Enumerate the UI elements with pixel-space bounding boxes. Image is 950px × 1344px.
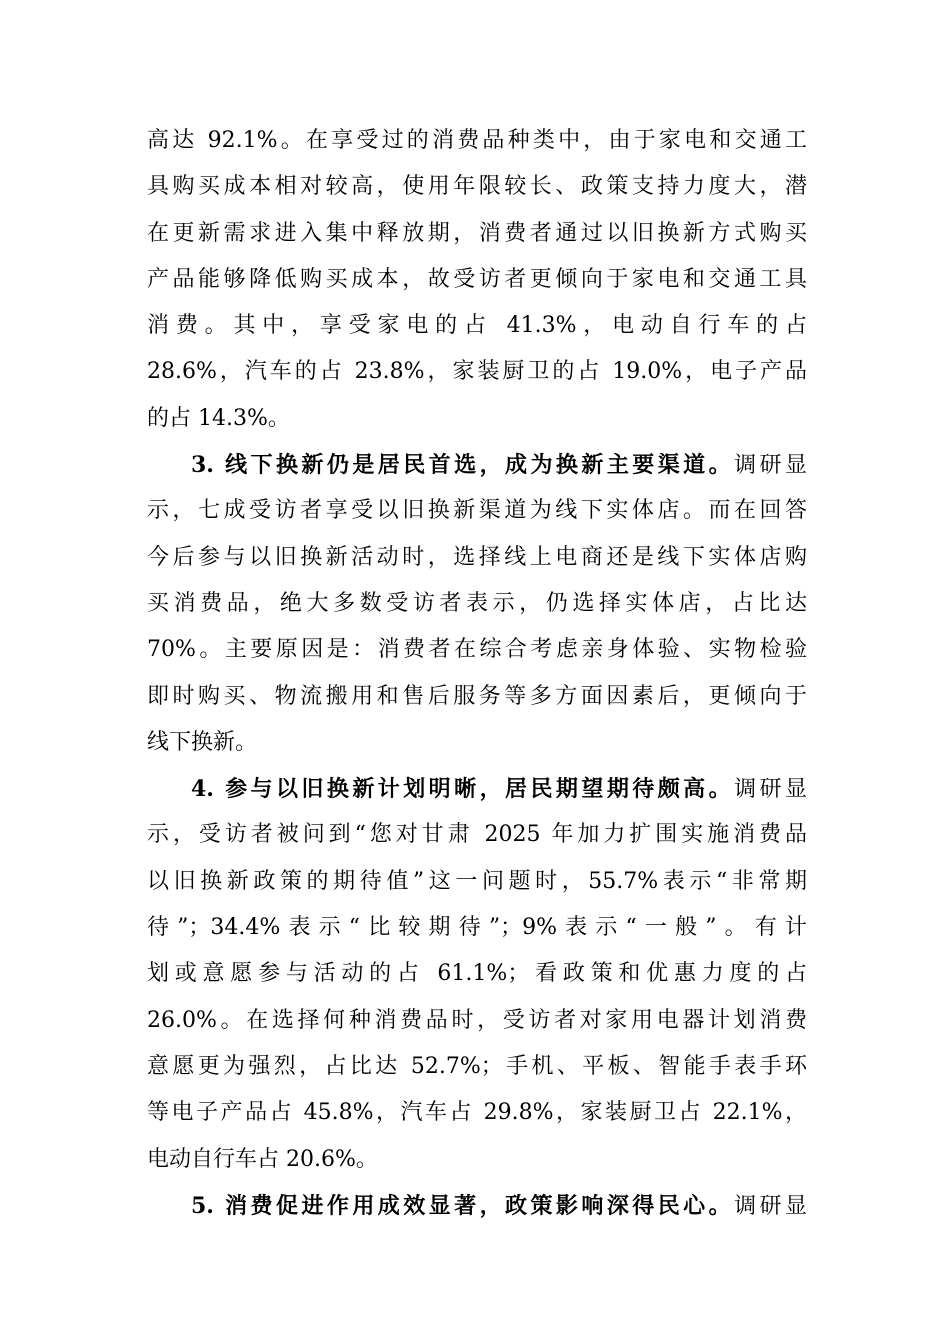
- text-run: 调研显: [734, 777, 807, 803]
- text-line: 即时购买、物流搬用和售后服务等多方面因素后，更倾向于: [147, 683, 807, 709]
- text-line: 今后参与以旧换新活动时，选择线上电商还是线下实体店购: [147, 544, 807, 570]
- text-line: 高达 92.1%。在享受过的消费品种类中，由于家电和交通工: [147, 128, 807, 153]
- paragraph-first-line: [147, 1183, 807, 1229]
- text-line: 示，受访者被问到“您对甘肃 2025 年加力扩围实施消费品: [147, 822, 807, 848]
- text-line: 在更新需求进入集中释放期，消费者通过以旧换新方式购买: [147, 220, 807, 246]
- text-line: 26.0%。在选择何种消费品时，受访者对家用电器计划消费: [147, 1007, 807, 1033]
- paragraph-policy-effect: [147, 1183, 807, 1229]
- text-line: 划或意愿参与活动的占 61.1%；看政策和优惠力度的占: [147, 961, 807, 987]
- section-heading: 5. 消费促进作用成效显著，政策影响深得民心。: [191, 1192, 735, 1219]
- text-line: 电动自行车占 20.6%。: [147, 1146, 378, 1172]
- paragraph-first-line: [147, 442, 807, 488]
- text-run: 调研显: [734, 1193, 807, 1219]
- paragraph-offline-channel: [147, 442, 807, 766]
- document-body: [147, 118, 807, 1229]
- text-line: 示，七成受访者享受以旧换新渠道为线下实体店。而在回答: [147, 498, 807, 524]
- text-line: 产品能够降低购买成本，故受访者更倾向于家电和交通工具: [147, 266, 807, 292]
- text-line: 70%。主要原因是：消费者在综合考虑亲身体验、实物检验: [147, 637, 807, 663]
- text-line: 买消费品，绝大多数受访者表示，仍选择实体店，占比达: [147, 590, 807, 616]
- text-line: 等电子产品占 45.8%，汽车占 29.8%，家装厨卫占 22.1%，: [147, 1100, 807, 1126]
- section-heading: 4. 参与以旧换新计划明晰，居民期望期待颇高。: [191, 776, 735, 803]
- paragraph-expectations: [147, 766, 807, 1183]
- text-line: 28.6%，汽车的占 23.8%，家装厨卫的占 19.0%，电子产品: [147, 359, 807, 385]
- text-line: 具购买成本相对较高，使用年限较长、政策支持力度大，潜: [147, 174, 807, 200]
- text-line: 的占 14.3%。: [147, 405, 290, 431]
- text-line: 以旧换新政策的期待值”这一问题时，55.7%表示“非常期: [147, 868, 807, 894]
- paragraph-first-line: [147, 766, 807, 812]
- text-run: 调研显: [734, 453, 807, 479]
- text-line: 待”；34.4%表示“比较期待”；9%表示“一般”。有计: [147, 915, 807, 941]
- text-line: 意愿更为强烈，占比达 52.7%；手机、平板、智能手表手环: [147, 1053, 807, 1079]
- text-line: 线下换新。: [147, 729, 258, 755]
- section-heading: 3. 线下换新仍是居民首选，成为换新主要渠道。: [191, 452, 735, 479]
- text-line: 消费。其中，享受家电的占 41.3%，电动自行车的占: [147, 313, 807, 339]
- paragraph-consumption-types: [147, 118, 807, 442]
